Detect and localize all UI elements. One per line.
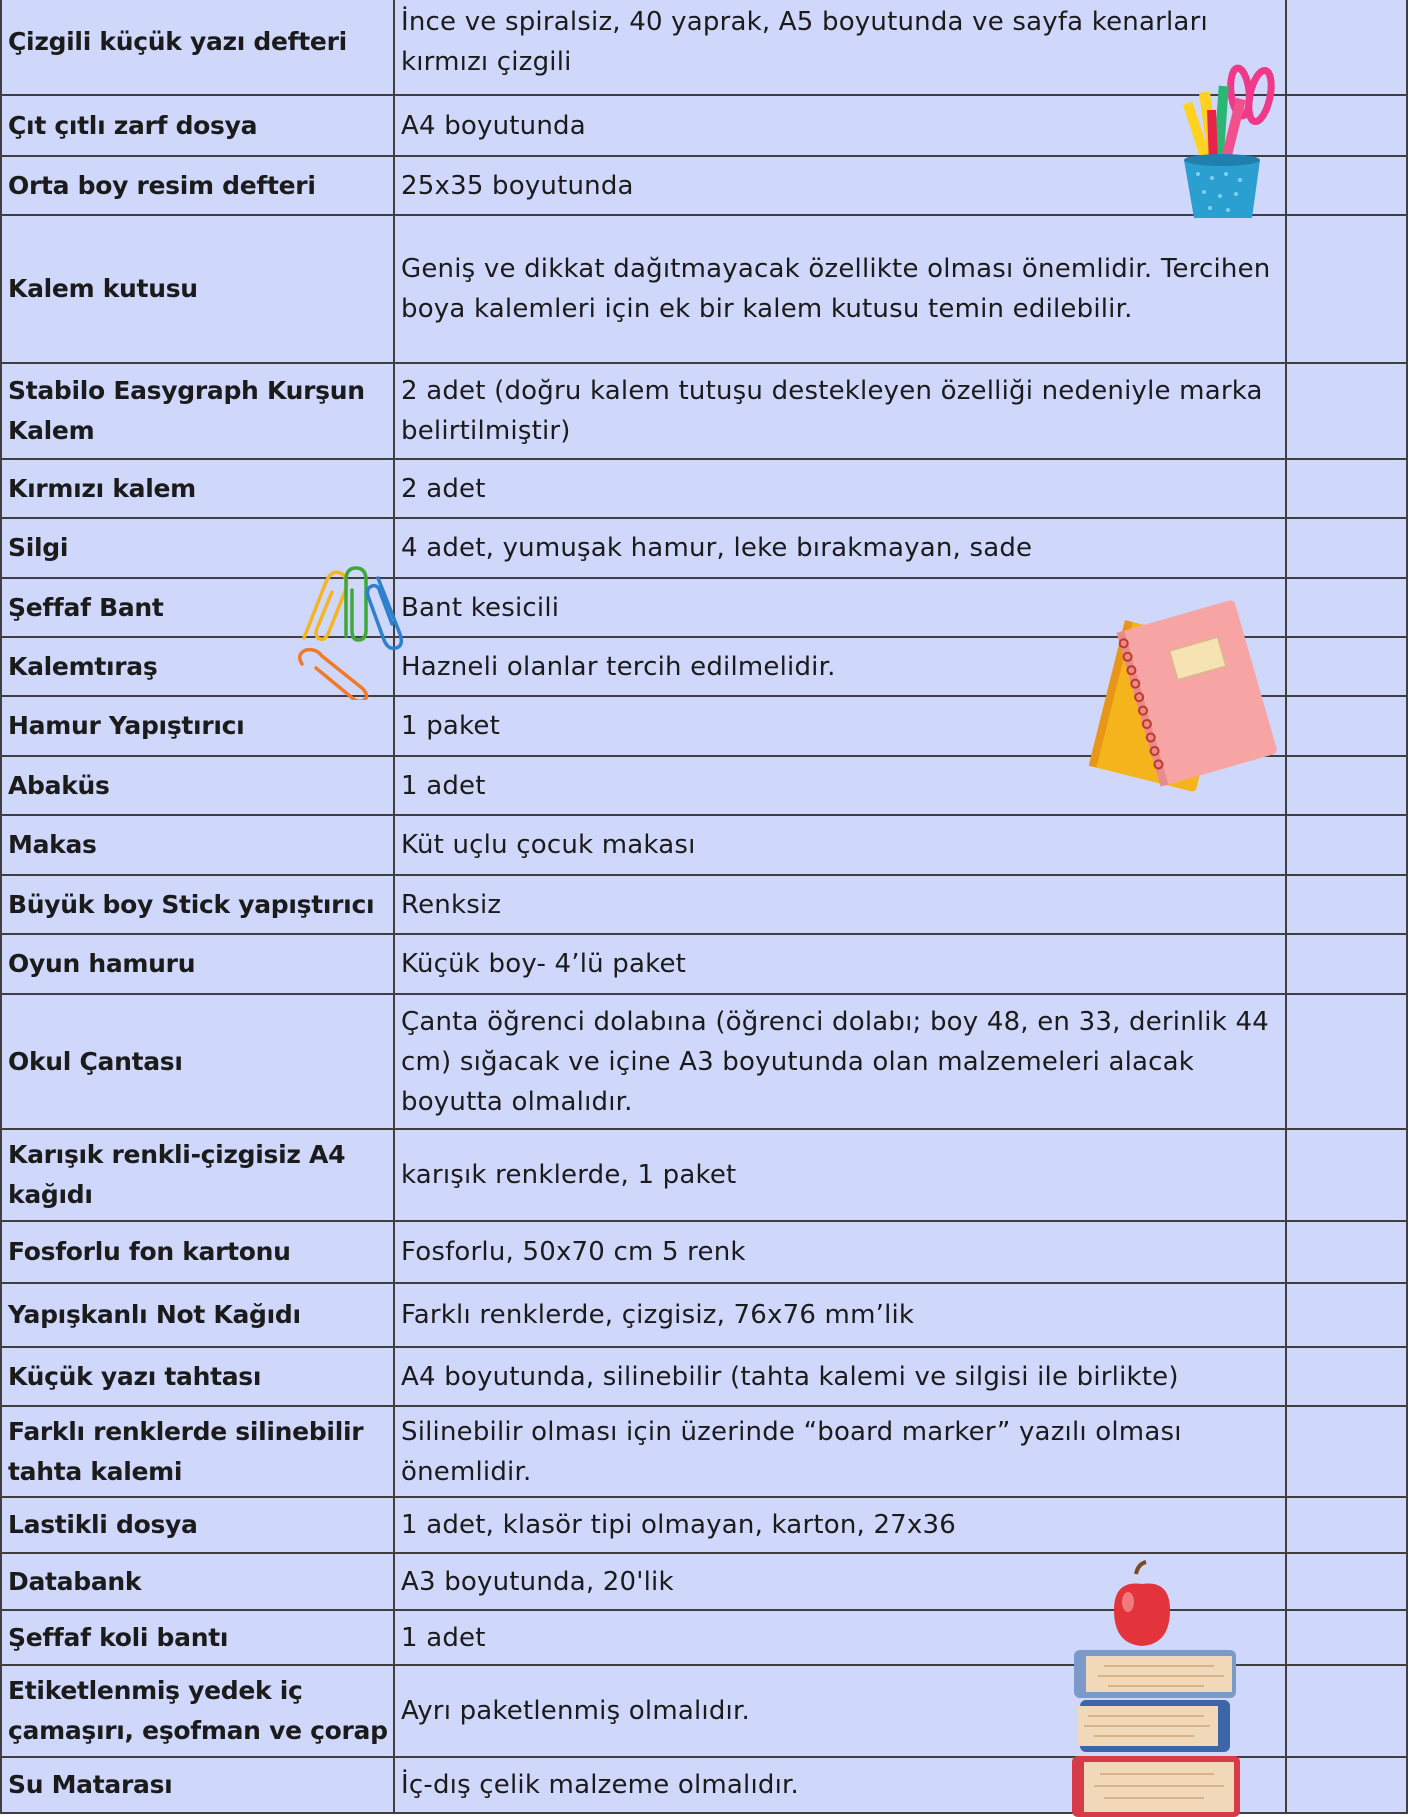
item-name: Makas — [1, 815, 394, 875]
empty-cell — [1286, 1665, 1407, 1757]
item-description: 25x35 boyutunda — [394, 156, 1286, 215]
item-name: Şeffaf Bant — [1, 578, 394, 637]
item-description: Ayrı paketlenmiş olmalıdır. — [394, 1665, 1286, 1757]
item-description: 1 paket — [394, 696, 1286, 756]
item-description: İnce ve spiralsiz, 40 yaprak, A5 boyutunda ve sayfa kenarları kırmızı çizgili — [394, 0, 1286, 95]
item-name: Abaküs — [1, 756, 394, 815]
empty-cell — [1286, 1610, 1407, 1665]
table-row — [1, 934, 1407, 994]
table-row — [1, 1406, 1407, 1497]
empty-cell — [1286, 1347, 1407, 1406]
item-name: Silgi — [1, 518, 394, 578]
empty-cell — [1286, 934, 1407, 994]
table-row — [1, 518, 1407, 578]
table-row — [1, 1221, 1407, 1283]
item-description: 2 adet — [394, 459, 1286, 518]
item-description: Bant kesicili — [394, 578, 1286, 637]
item-name: Databank — [1, 1553, 394, 1610]
empty-cell — [1286, 815, 1407, 875]
item-name: Kırmızı kalem — [1, 459, 394, 518]
item-description: Farklı renklerde, çizgisiz, 76x76 mm’lik — [394, 1283, 1286, 1347]
empty-cell — [1286, 994, 1407, 1129]
empty-cell — [1286, 1129, 1407, 1221]
table-row — [1, 637, 1407, 696]
empty-cell — [1286, 156, 1407, 215]
item-name: Küçük yazı tahtası — [1, 1347, 394, 1406]
item-name: Lastikli dosya — [1, 1497, 394, 1553]
item-name: Kalem kutusu — [1, 215, 394, 363]
item-name: Yapışkanlı Not Kağıdı — [1, 1283, 394, 1347]
item-name: Hamur Yapıştırıcı — [1, 696, 394, 756]
item-description: karışık renklerde, 1 paket — [394, 1129, 1286, 1221]
item-description: Hazneli olanlar tercih edilmelidir. — [394, 637, 1286, 696]
table-row — [1, 95, 1407, 156]
empty-cell — [1286, 1497, 1407, 1553]
item-description: Küt uçlu çocuk makası — [394, 815, 1286, 875]
item-description: 1 adet — [394, 1610, 1286, 1665]
empty-cell — [1286, 0, 1407, 95]
item-description: 1 adet, klasör tipi olmayan, karton, 27x36 — [394, 1497, 1286, 1553]
item-name: Orta boy resim defteri — [1, 156, 394, 215]
table-row — [1, 1757, 1407, 1813]
empty-cell — [1286, 1283, 1407, 1347]
table-row — [1, 1610, 1407, 1665]
empty-cell — [1286, 578, 1407, 637]
item-name: Su Matarası — [1, 1757, 394, 1813]
item-name: Karışık renkli-çizgisiz A4 kağıdı — [1, 1129, 394, 1221]
item-description: A3 boyutunda, 20'lik — [394, 1553, 1286, 1610]
item-description: A4 boyutunda, silinebilir (tahta kalemi ve silgisi ile birlikte) — [394, 1347, 1286, 1406]
item-name: Çıt çıtlı zarf dosya — [1, 95, 394, 156]
table-row — [1, 0, 1407, 95]
item-name: Etiketlenmiş yedek iç çamaşırı, eşofman ve çorap — [1, 1665, 394, 1757]
item-description: Silinebilir olması için üzerinde “board marker” yazılı olması önemlidir. — [394, 1406, 1286, 1497]
empty-cell — [1286, 215, 1407, 363]
empty-cell — [1286, 1221, 1407, 1283]
item-description: Geniş ve dikkat dağıtmayacak özellikte olması önemlidir. Tercihen boya kalemleri için ek bir kalem kutusu temin edilebilir. — [394, 215, 1286, 363]
table-row — [1, 1497, 1407, 1553]
item-description: Çanta öğrenci dolabına (öğrenci dolabı; boy 48, en 33, derinlik 44 cm) sığacak ve içine A3 boyutunda olan malzemeleri alacak boyutta olmalıdır. — [394, 994, 1286, 1129]
empty-cell — [1286, 875, 1407, 934]
item-name: Büyük boy Stick yapıştırıcı — [1, 875, 394, 934]
item-description: Renksiz — [394, 875, 1286, 934]
table-row — [1, 363, 1407, 459]
item-description: Fosforlu, 50x70 cm 5 renk — [394, 1221, 1286, 1283]
table-row — [1, 459, 1407, 518]
item-name: Farklı renklerde silinebilir tahta kalemi — [1, 1406, 394, 1497]
empty-cell — [1286, 696, 1407, 756]
table-row — [1, 1553, 1407, 1610]
table-row — [1, 1665, 1407, 1757]
item-description: A4 boyutunda — [394, 95, 1286, 156]
empty-cell — [1286, 1406, 1407, 1497]
empty-cell — [1286, 756, 1407, 815]
item-description: 4 adet, yumuşak hamur, leke bırakmayan, sade — [394, 518, 1286, 578]
table-row — [1, 1129, 1407, 1221]
empty-cell — [1286, 637, 1407, 696]
item-name: Stabilo Easygraph Kurşun Kalem — [1, 363, 394, 459]
item-description: 1 adet — [394, 756, 1286, 815]
table-row — [1, 1283, 1407, 1347]
item-name: Fosforlu fon kartonu — [1, 1221, 394, 1283]
item-name: Kalemtıraş — [1, 637, 394, 696]
table-row — [1, 156, 1407, 215]
item-name: Oyun hamuru — [1, 934, 394, 994]
table-row — [1, 756, 1407, 815]
item-description: İç-dış çelik malzeme olmalıdır. — [394, 1757, 1286, 1813]
table-row — [1, 1347, 1407, 1406]
empty-cell — [1286, 363, 1407, 459]
item-name: Okul Çantası — [1, 994, 394, 1129]
item-description: Küçük boy- 4’lü paket — [394, 934, 1286, 994]
empty-cell — [1286, 1757, 1407, 1813]
table-row — [1, 215, 1407, 363]
table-row — [1, 815, 1407, 875]
empty-cell — [1286, 95, 1407, 156]
table-row — [1, 994, 1407, 1129]
empty-cell — [1286, 1553, 1407, 1610]
table-row — [1, 696, 1407, 756]
item-name: Çizgili küçük yazı defteri — [1, 0, 394, 95]
empty-cell — [1286, 518, 1407, 578]
item-description: 2 adet (doğru kalem tutuşu destekleyen özelliği nedeniyle marka belirtilmiştir) — [394, 363, 1286, 459]
empty-cell — [1286, 459, 1407, 518]
item-name: Şeffaf koli bantı — [1, 1610, 394, 1665]
table-row — [1, 875, 1407, 934]
table-row — [1, 578, 1407, 637]
